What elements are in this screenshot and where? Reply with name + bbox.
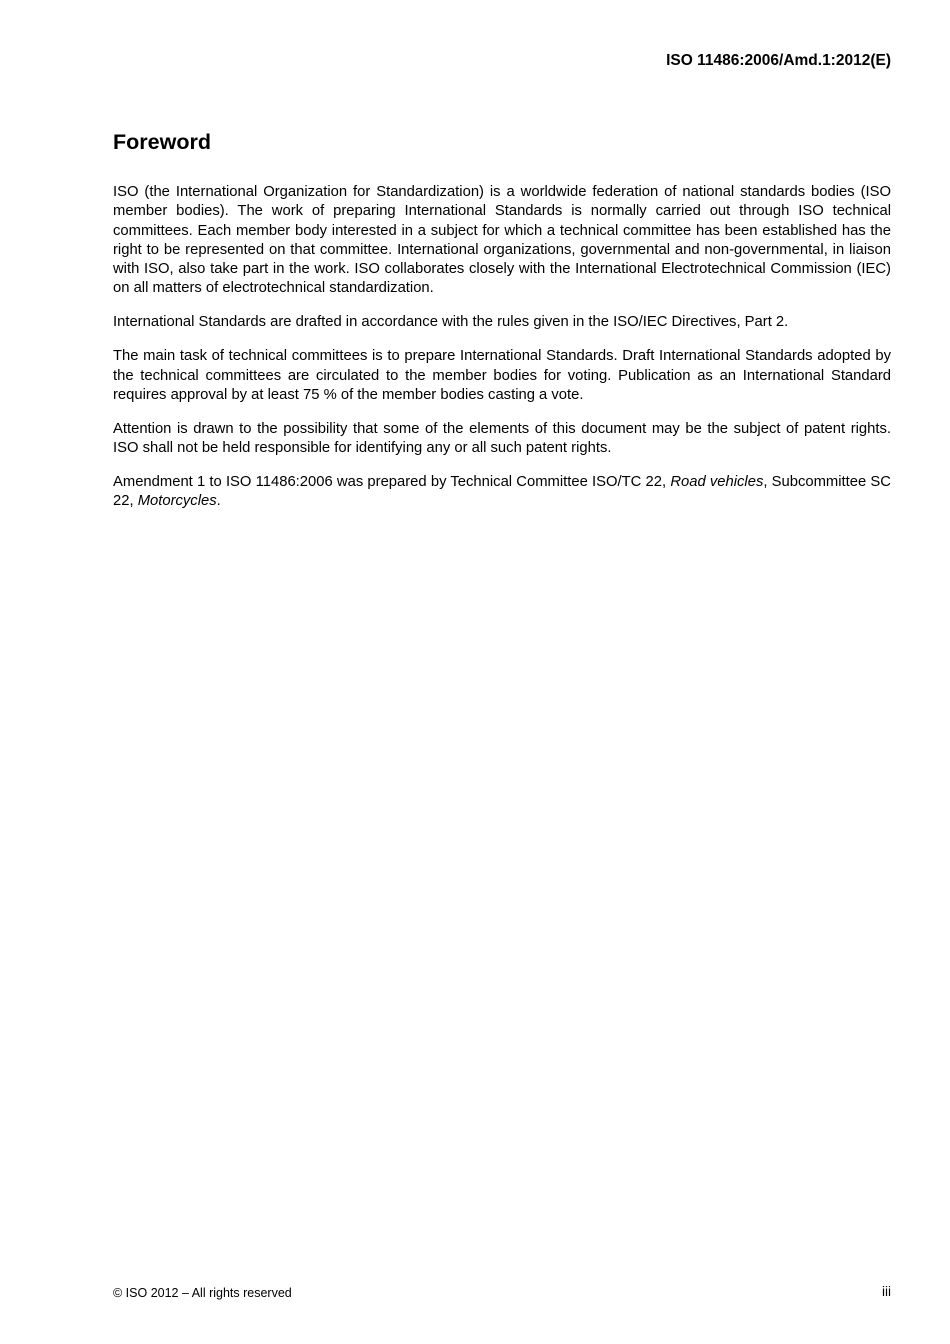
page-number: iii: [882, 1284, 891, 1299]
committee-title: Road vehicles: [670, 473, 764, 490]
subcommittee-title: Motorcycles: [137, 493, 217, 510]
paragraph-directives: International Standards are drafted in accordance with the rules given in the ISO/IEC Directives, Part 2.: [113, 314, 789, 331]
document-reference: ISO 11486:2006/Amd.1:2012(E): [666, 52, 891, 69]
copyright-notice: © ISO 2012 – All rights reserved: [113, 1286, 292, 1300]
amendment-text-2: , Subcommittee SC 22,: [113, 473, 891, 510]
page-title: Foreword: [113, 130, 211, 154]
amendment-text-1: Amendment 1 to ISO 11486:2006 was prepared by Technical Committee ISO/TC 22,: [113, 473, 671, 490]
paragraph-patent-rights: Attention is drawn to the possibility that some of the elements of this document may be the subject of patent rights. ISO shall not be held responsible for identifying any or all such patent rights.: [113, 420, 891, 457]
amendment-text-3: .: [216, 493, 221, 510]
paragraph-amendment: [113, 473, 891, 512]
paragraph-committee-task: The main task of technical committees is to prepare International Standards. Draft International Standards adopted by the technical committees are circulated to the member bodies for voting. Publication as an International Standard requires approval by at least 75 % of the member bodies casting a vote.: [113, 348, 891, 403]
foreword-body: [113, 183, 891, 526]
paragraph-iso-intro: ISO (the International Organization for Standardization) is a worldwide federation of national standards bodies (ISO member bodies). The work of preparing International Standards is normally carried out through ISO technical committees. Each member body interested in a subject for which a technical committee has been established has the right to be represented on that committee. International organizations, governmental and non-governmental, in liaison with ISO, also take part in the work. ISO collaborates closely with the International Electrotechnical Commission (IEC) on all matters of electrotechnical standardization.: [113, 184, 891, 297]
